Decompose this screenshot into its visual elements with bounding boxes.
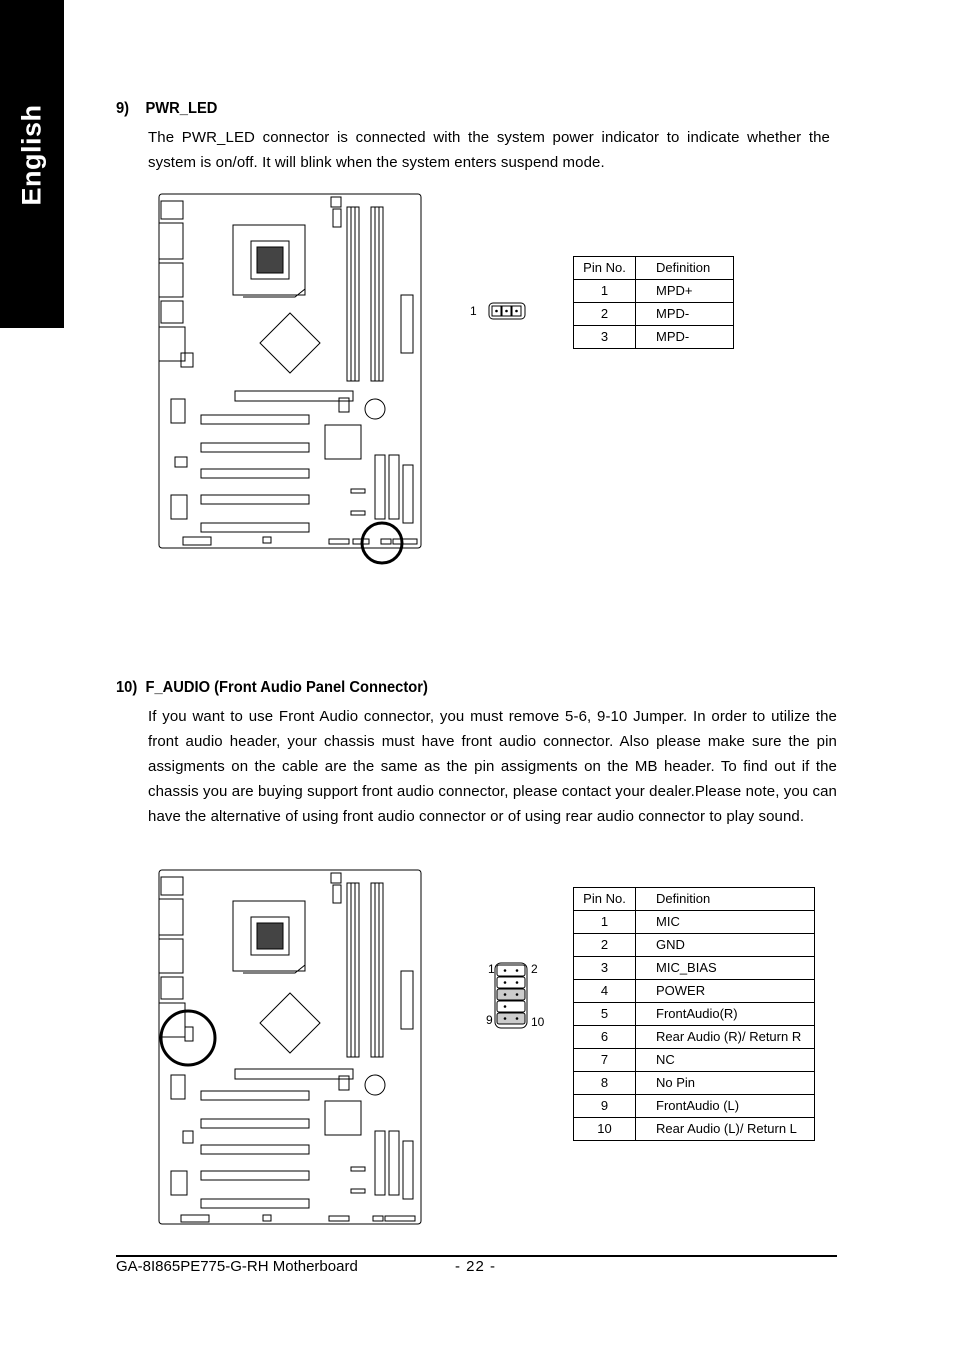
- table-row: [574, 1049, 815, 1072]
- f-audio-pin9-label: 9: [486, 1013, 493, 1027]
- table-cell: MIC_BIAS: [636, 957, 815, 980]
- table-cell: 3: [574, 326, 636, 349]
- table-header-cell: Definition: [636, 257, 734, 280]
- table-header-cell: Pin No.: [574, 257, 636, 280]
- table-cell: 2: [574, 303, 636, 326]
- pwr-led-connector-icon: [488, 302, 528, 322]
- table-row: [574, 934, 815, 957]
- table-header-row: [574, 888, 815, 911]
- table-cell: 10: [574, 1118, 636, 1141]
- table-cell: FrontAudio(R): [636, 1003, 815, 1026]
- motherboard-diagram-f-audio: [155, 869, 425, 1229]
- language-tab-label: English: [16, 104, 47, 206]
- table-cell: 2: [574, 934, 636, 957]
- table-cell: FrontAudio (L): [636, 1095, 815, 1118]
- table-cell: 3: [574, 957, 636, 980]
- table-row: [574, 957, 815, 980]
- table-header-cell: Definition: [636, 888, 815, 911]
- f-audio-pin10-label: 10: [531, 1015, 545, 1029]
- footer-divider: [116, 1255, 837, 1257]
- table-cell: MPD+: [636, 280, 734, 303]
- f-audio-connector-icon: [493, 962, 529, 1030]
- table-cell: MIC: [636, 911, 815, 934]
- table-cell: POWER: [636, 980, 815, 1003]
- table-cell: 9: [574, 1095, 636, 1118]
- table-cell: 8: [574, 1072, 636, 1095]
- table-row: [574, 1072, 815, 1095]
- motherboard-diagram-pwr-led: [155, 193, 425, 565]
- table-cell: Rear Audio (L)/ Return L: [636, 1118, 815, 1141]
- table-row: [574, 911, 815, 934]
- page-number: - 22 -: [455, 1258, 497, 1275]
- table-row: [574, 1026, 815, 1049]
- footer-model: GA-8I865PE775-G-RH Motherboard: [116, 1258, 358, 1275]
- table-row: [574, 1095, 815, 1118]
- table-row: [574, 280, 734, 303]
- table-cell: 4: [574, 980, 636, 1003]
- f-audio-description: If you want to use Front Audio connector, you must remove 5-6, 9-10 Jumper. In order to utilize the front audio header, your chassis must have front audio connector. Also please make sure the pin assigments on the cable are the same as the pin assigments on the MB header. To find out if the chassis you are buying support front audio connector, please contact your dealer.Please note, you can have the alternative of using front audio connector or of using rear audio connector to play sound.: [148, 708, 837, 825]
- section-title-text: 10) F_AUDIO (Front Audio Panel Connector): [116, 679, 428, 696]
- table-cell: MPD-: [636, 326, 734, 349]
- table-cell: 6: [574, 1026, 636, 1049]
- table-cell: No Pin: [636, 1072, 815, 1095]
- table-row: [574, 303, 734, 326]
- table-cell: 5: [574, 1003, 636, 1026]
- table-row: [574, 980, 815, 1003]
- table-cell: GND: [636, 934, 815, 957]
- table-header-row: [574, 257, 734, 280]
- f-audio-pin1-label: 1: [488, 962, 495, 976]
- table-cell: 1: [574, 911, 636, 934]
- table-row: [574, 1118, 815, 1141]
- pwr-led-pin-table: [573, 256, 734, 349]
- table-cell: MPD-: [636, 303, 734, 326]
- pwr-led-description: The PWR_LED connector is connected with the system power indicator to indicate whether the system is on/off. It will blink when the system enters suspend mode.: [148, 129, 830, 171]
- table-row: [574, 1003, 815, 1026]
- table-cell: Rear Audio (R)/ Return R: [636, 1026, 815, 1049]
- table-cell: 7: [574, 1049, 636, 1072]
- table-header-cell: Pin No.: [574, 888, 636, 911]
- section-title-f-audio: [116, 679, 428, 697]
- section-title-text: 9) PWR_LED: [116, 100, 218, 117]
- f-audio-pin-table: [573, 887, 815, 1141]
- language-tab: [0, 0, 64, 328]
- pwr-led-pin1-label: 1: [470, 304, 477, 318]
- table-cell: 1: [574, 280, 636, 303]
- f-audio-pin2-label: 2: [531, 962, 538, 976]
- table-row: [574, 326, 734, 349]
- table-cell: NC: [636, 1049, 815, 1072]
- section-title-pwr-led: [116, 100, 217, 118]
